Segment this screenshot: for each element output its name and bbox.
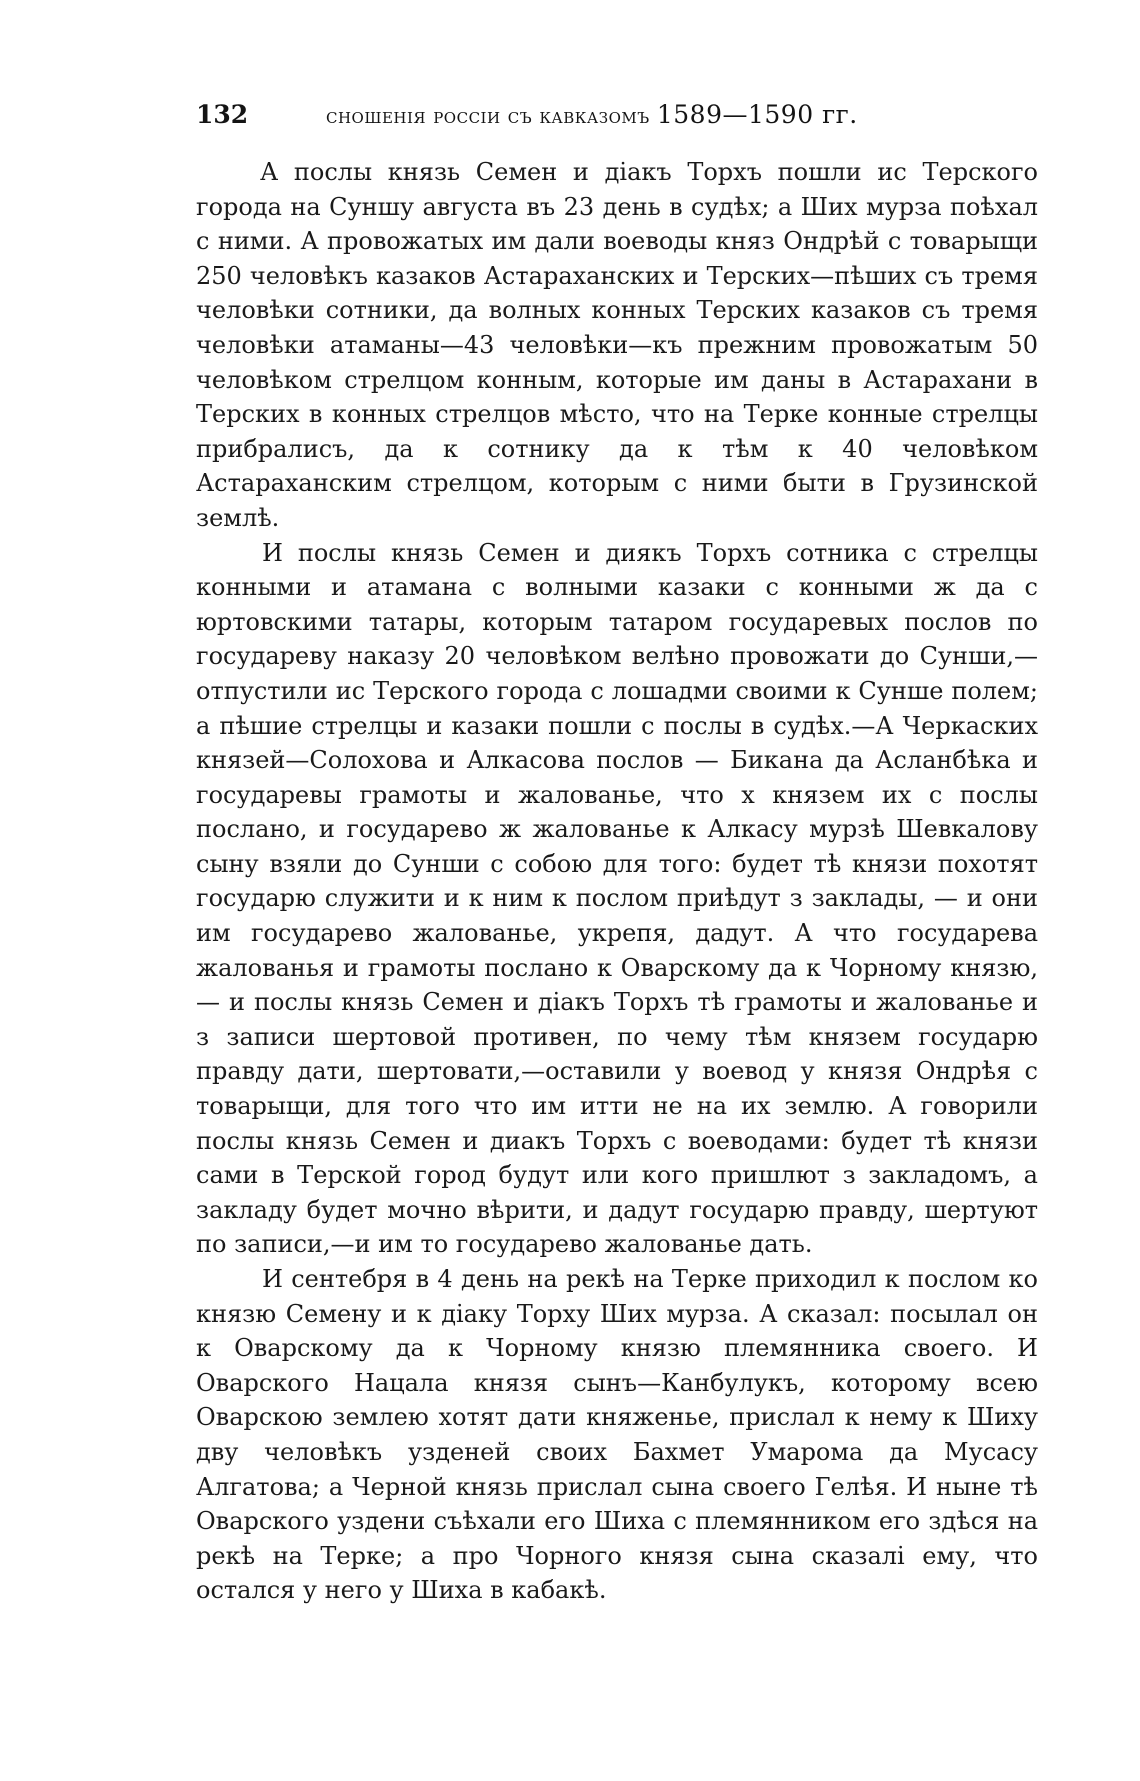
body-text (196, 155, 1038, 1608)
page-header (196, 96, 936, 136)
running-head-years: 1589—1590 гг. (656, 100, 858, 129)
paragraph-2: И послы князь Семен и диякъ Торхъ сотника с стрелцы конными и атамана с волными казаки с конными ж да с юртовскими татары, которым татаром государевых послов по государеву наказу 20 человѣком велѣно провожати до Сунши,—отпустили ис Терского города с лошадми своими к Сунше полем; а пѣшие стрелцы и казаки пошли с послы в судѣх.—А Черкаских князей—Солохова и Алкасова послов — Бикана да Асланбѣка и государевы грамоты и жалованье, что х князем их с послы послано, и государево ж жалованье к Алкасу мурзѣ Шевкалову сыну взяли до Сунши с собою для того: будет тѣ князи похотят государю служити и к ним к послом приѣдут з заклады, — и они им государево жалованье, укрепя, дадут. А что государева жалованья и грамоты послано к Оварскому да к Чорному князю,— и послы князь Семен и діакъ Торхъ тѣ грамоты и жалованье и з записи шертовой противен, по чему тѣм князем государю правду дати, шертовати,—оставили у воевод у князя Ондрѣя с товарыщи, для того что им итти не на их землю. А говорили послы князь Семен и диакъ Торхъ с воеводами: будет тѣ князи сами в Терской город будут или кого пришлют з закладомъ, а закладу будет мочно вѣрити, и дадут государю правду, шертуют по записи,—и им то государево жалованье дать. (196, 538, 1038, 1259)
running-head-title: сношенія россіи съ кавказомъ (326, 104, 657, 128)
running-head (326, 100, 858, 129)
page-number: 132 (196, 100, 249, 129)
paragraph-3: И сентебря в 4 день на рекѣ на Терке приходил к послом ко князю Семену и к діаку Торху Ших мурза. А сказал: посылал он к Оварскому да к Чорному князю племянника своего. И Оварского Нацала князя сынъ—Канбулукъ, которому всею Оварскою землею хотят дати княженье, прислал к нему к Шиху дву человѣкъ узденей своих Бахмет Умарома да Мусасу Алгатова; а Черной князь прислал сына своего Гелѣя. И ныне тѣ Оварского уздени съѣхали его Шиха с племянником его здѣся на рекѣ на Терке; а про Чорного князя сына сказалі ему, что остался у него у Шиха в кабакѣ. (196, 1265, 1038, 1605)
paragraph-1: А послы князь Семен и діакъ Торхъ пошли ис Терского города на Суншу августа въ 23 день в судѣх; а Ших мурза поѣхал с ними. А провожатых им дали воеводы княз Ондрѣй с товарыщи 250 человѣкъ казаков Астараханских и Терских—пѣших съ тремя человѣки сотники, да волных конных Терских казаков съ тремя человѣки атаманы—43 человѣки—къ прежним провожатым 50 человѣком стрелцом конным, которые им даны в Астарахани в Терских в конных стрелцов мѣсто, что на Терке конные стрелцы прибралисъ, да к сотнику да к тѣм к 40 человѣком Астараханским стрелцом, которым с ними быти в Грузинской землѣ. (196, 158, 1038, 532)
